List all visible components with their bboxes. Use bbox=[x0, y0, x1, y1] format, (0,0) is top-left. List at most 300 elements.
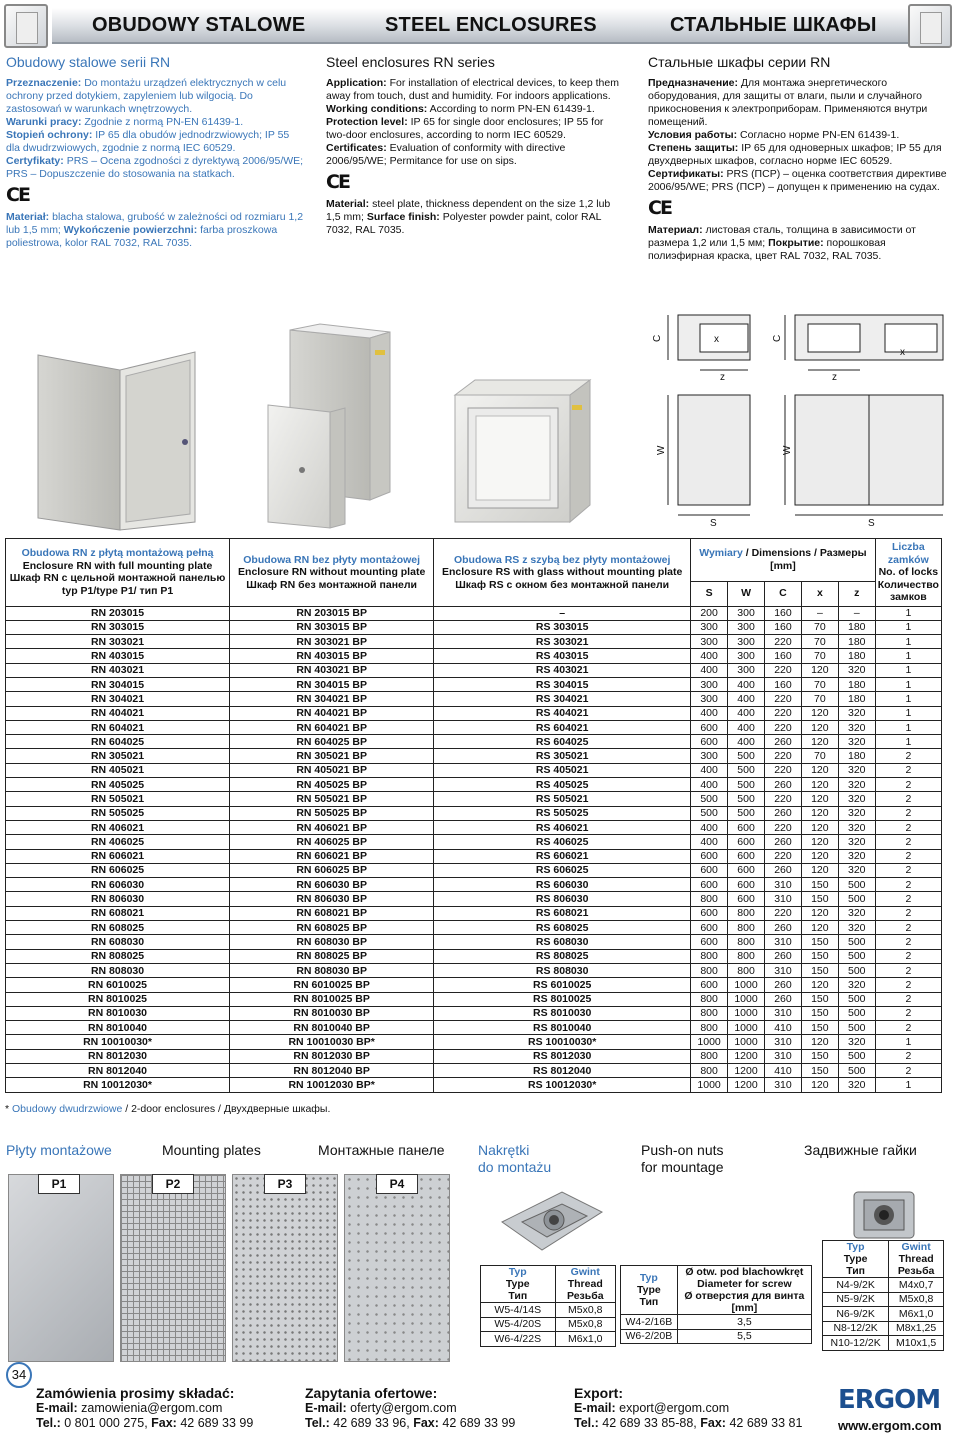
table-cell: 150 bbox=[801, 1064, 838, 1078]
table-cell: 400 bbox=[728, 735, 765, 749]
label: Certificates: bbox=[326, 142, 387, 154]
label: Условия работы: bbox=[648, 129, 738, 141]
table-cell: N10-12/2K bbox=[823, 1336, 889, 1351]
table-cell: RS 305021 bbox=[434, 749, 691, 763]
table-cell: 120 bbox=[801, 820, 838, 834]
table-cell: RN 608030 BP bbox=[230, 935, 434, 949]
table-cell: 400 bbox=[691, 763, 728, 777]
table-cell: RN 305021 BP bbox=[230, 749, 434, 763]
svg-text:x: x bbox=[714, 334, 719, 345]
table-cell: 5,5 bbox=[677, 1329, 811, 1344]
table-cell: 220 bbox=[765, 692, 802, 706]
text: PRS – Ocena zgodności z dyrektywą 2006/95/WE; PRS – Dopuszczenie do stosowania na statkach. bbox=[6, 155, 304, 180]
svg-text:C: C bbox=[652, 334, 663, 342]
table-cell: 320 bbox=[838, 863, 875, 877]
table-cell: 2 bbox=[875, 1049, 941, 1063]
text: blacha stalowa, grubość w zależności od rozmiaru 1,2 lub 1,5 mm; bbox=[6, 211, 304, 236]
table-cell: 500 bbox=[728, 792, 765, 806]
table-row bbox=[6, 820, 942, 834]
table-cell: 220 bbox=[765, 720, 802, 734]
table-cell: 70 bbox=[801, 635, 838, 649]
table-row bbox=[6, 878, 942, 892]
table-cell: W6-2/20B bbox=[621, 1329, 678, 1344]
table-row bbox=[6, 963, 942, 977]
table-cell: 400 bbox=[691, 706, 728, 720]
table-cell: 220 bbox=[765, 663, 802, 677]
table-cell: 600 bbox=[691, 720, 728, 734]
text: Для монтажа энергетического оборудования, для защиты от влаги, пыли и случайного прикосновения к электроприборам. Применяются внутри помещений. bbox=[648, 77, 928, 128]
table-cell: RN 304021 bbox=[6, 692, 230, 706]
mounting-plate-p2 bbox=[120, 1174, 226, 1362]
table-cell: 410 bbox=[765, 1064, 802, 1078]
table-cell: 220 bbox=[765, 849, 802, 863]
label: Сертификаты: bbox=[648, 168, 724, 180]
dim-w: W bbox=[728, 581, 765, 606]
table-cell: 400 bbox=[691, 778, 728, 792]
table-cell: W4-2/16B bbox=[621, 1315, 678, 1330]
table-cell: 320 bbox=[838, 763, 875, 777]
table-cell: N6-9/2K bbox=[823, 1307, 889, 1322]
table-cell: RN 8010030 bbox=[6, 1006, 230, 1020]
table-cell: RN 6010025 BP bbox=[230, 978, 434, 992]
table-cell: 500 bbox=[728, 806, 765, 820]
table-cell: RS 604021 bbox=[434, 720, 691, 734]
table-cell: RS 606025 bbox=[434, 863, 691, 877]
table-cell: 2 bbox=[875, 949, 941, 963]
table-row bbox=[6, 892, 942, 906]
table-cell: RN 8010025 bbox=[6, 992, 230, 1006]
table-cell: 1 bbox=[875, 706, 941, 720]
table-cell: 500 bbox=[728, 749, 765, 763]
text: steel plate, thickness dependent on the size 1,2 lub 1,5 mm; bbox=[326, 198, 611, 223]
table-cell: 150 bbox=[801, 878, 838, 892]
product-photos-and-diagrams bbox=[0, 300, 960, 540]
col-header-rn-full: Obudowa RN z płytą montażową pełną Enclosure RN with full mounting plate Шкаф RN с цельной монтажной панелью typ P1/type P1/ тип P1 bbox=[6, 539, 230, 607]
table-cell: RN 806030 bbox=[6, 892, 230, 906]
table-cell: 500 bbox=[838, 1021, 875, 1035]
table-cell: 120 bbox=[801, 1035, 838, 1049]
table-cell: RN 604025 bbox=[6, 735, 230, 749]
table-cell: 1 bbox=[875, 692, 941, 706]
table-cell: 2 bbox=[875, 749, 941, 763]
plates-title-ru: Монтажные панеле bbox=[318, 1142, 445, 1158]
table-cell: 1000 bbox=[691, 1035, 728, 1049]
table-cell: 800 bbox=[691, 992, 728, 1006]
table-cell: 200 bbox=[691, 606, 728, 620]
table-cell: 1 bbox=[875, 649, 941, 663]
table-cell: 500 bbox=[728, 778, 765, 792]
table-cell: RN 606030 bbox=[6, 878, 230, 892]
label: Working conditions: bbox=[326, 103, 428, 115]
table-cell: 2 bbox=[875, 820, 941, 834]
table-row bbox=[621, 1329, 812, 1344]
intro-en bbox=[326, 56, 626, 237]
table-cell: RN 406021 BP bbox=[230, 820, 434, 834]
table-cell: RS 608025 bbox=[434, 921, 691, 935]
col-header-type: Typ Type Тип bbox=[481, 1266, 556, 1303]
label: Warunki pracy: bbox=[6, 116, 82, 128]
ce-mark-icon: CE bbox=[326, 170, 349, 193]
table-cell: 180 bbox=[838, 749, 875, 763]
table-row bbox=[6, 778, 942, 792]
label: Przeznaczenie: bbox=[6, 77, 82, 89]
table-cell: 300 bbox=[728, 635, 765, 649]
table-row bbox=[6, 792, 942, 806]
table-cell: M6x1,0 bbox=[555, 1332, 616, 1347]
table-cell: 180 bbox=[838, 677, 875, 691]
label: Stopień ochrony: bbox=[6, 129, 93, 141]
table-row bbox=[823, 1307, 944, 1322]
table-row bbox=[823, 1321, 944, 1336]
enclosure-icon bbox=[4, 4, 48, 48]
table-cell: 800 bbox=[728, 935, 765, 949]
table-cell: 2 bbox=[875, 1064, 941, 1078]
table-cell: RS 608030 bbox=[434, 935, 691, 949]
table-cell: RS 505021 bbox=[434, 792, 691, 806]
table-cell: 310 bbox=[765, 892, 802, 906]
table-cell: 180 bbox=[838, 649, 875, 663]
col-header-rs: Obudowa RS z szybą bez płyty montażowej Enclosure RS with glass without mounting plate Шкаф RS с окном без монтажной панели bbox=[434, 539, 691, 607]
table-cell: 120 bbox=[801, 863, 838, 877]
table-cell: RN 505025 BP bbox=[230, 806, 434, 820]
table-cell: RN 8012030 bbox=[6, 1049, 230, 1063]
table-cell: RN 608025 bbox=[6, 921, 230, 935]
push-on-nut-table bbox=[480, 1265, 616, 1347]
table-cell: 220 bbox=[765, 635, 802, 649]
label: Материал: bbox=[648, 224, 703, 236]
plate-label: P3 bbox=[264, 1174, 306, 1194]
table-row bbox=[6, 620, 942, 634]
table-cell: RS 606021 bbox=[434, 849, 691, 863]
table-cell: RS 406025 bbox=[434, 835, 691, 849]
table-cell: 400 bbox=[691, 820, 728, 834]
table-cell: 500 bbox=[838, 935, 875, 949]
table-row bbox=[6, 749, 942, 763]
text: For installation of electrical devices, to keep them away from touch, dust and humidity. For indoors applications. bbox=[326, 77, 619, 102]
text: IP 65 for single door enclosures; IP 55 for two-door enclosures, according to norm IEC 60529. bbox=[326, 116, 604, 141]
table-cell: 160 bbox=[765, 606, 802, 620]
plate-label: P1 bbox=[38, 1174, 80, 1194]
cage-nut-table bbox=[822, 1240, 944, 1351]
table-cell: RS 303015 bbox=[434, 620, 691, 634]
table-cell: 300 bbox=[728, 649, 765, 663]
table-row bbox=[621, 1315, 812, 1330]
table-cell: RN 305021 bbox=[6, 749, 230, 763]
table-cell: 320 bbox=[838, 978, 875, 992]
ergom-logo: ERGOM bbox=[838, 1385, 941, 1415]
table-cell: 180 bbox=[838, 620, 875, 634]
table-cell: 500 bbox=[838, 1064, 875, 1078]
table-cell: RN 8010040 BP bbox=[230, 1021, 434, 1035]
table-cell: RN 8010040 bbox=[6, 1021, 230, 1035]
table-cell: 220 bbox=[765, 820, 802, 834]
table-cell: 120 bbox=[801, 778, 838, 792]
table-cell: M4x0,7 bbox=[889, 1278, 944, 1293]
table-cell: 120 bbox=[801, 835, 838, 849]
svg-text:S: S bbox=[710, 518, 717, 529]
table-row bbox=[823, 1278, 944, 1293]
table-cell: RN 405025 bbox=[6, 778, 230, 792]
table-cell: 160 bbox=[765, 649, 802, 663]
table-cell: 310 bbox=[765, 878, 802, 892]
text: листовая сталь, толщина в зависимости от размера 1,2 или 1,5 мм; bbox=[648, 224, 916, 249]
col-header-diameter: Ø otw. pod blachowkręt Diameter for screw Ø отверстия для винта [mm] bbox=[677, 1266, 811, 1315]
table-cell: RN 10010030* bbox=[6, 1035, 230, 1049]
plate-label: P2 bbox=[152, 1174, 194, 1194]
table-cell: M8x1,25 bbox=[889, 1321, 944, 1336]
table-cell: M10x1,5 bbox=[889, 1336, 944, 1351]
table-cell: 310 bbox=[765, 1078, 802, 1092]
table-cell: 500 bbox=[838, 1049, 875, 1063]
svg-text:z: z bbox=[832, 372, 837, 383]
table-cell: RN 604025 BP bbox=[230, 735, 434, 749]
table-cell: RS 808030 bbox=[434, 963, 691, 977]
table-cell: 120 bbox=[801, 849, 838, 863]
table-cell: 2 bbox=[875, 978, 941, 992]
table-cell: 320 bbox=[838, 806, 875, 820]
svg-text:W: W bbox=[782, 445, 793, 455]
table-cell: 800 bbox=[691, 963, 728, 977]
table-row bbox=[6, 692, 942, 706]
table-cell: RS 304015 bbox=[434, 677, 691, 691]
closed-cabinets-photo bbox=[268, 324, 390, 528]
table-cell: N8-12/2K bbox=[823, 1321, 889, 1336]
table-cell: 150 bbox=[801, 992, 838, 1006]
table-cell: 2 bbox=[875, 849, 941, 863]
table-cell: 2 bbox=[875, 992, 941, 1006]
table-cell: 1000 bbox=[728, 978, 765, 992]
text: порошковая полиэфирная краска, цвет RAL 7032, RAL 7035. bbox=[648, 237, 886, 262]
table-cell: 1000 bbox=[728, 1006, 765, 1020]
table-cell: 120 bbox=[801, 706, 838, 720]
table-cell: 150 bbox=[801, 935, 838, 949]
table-cell: 500 bbox=[691, 806, 728, 820]
text: IP 65 для одноверных шкафов; IP 55 для двухдверных шкафов, согласно норме IEC 60529. bbox=[648, 142, 942, 167]
enclosure-icon bbox=[908, 4, 952, 48]
nuts-title-ru: Задвижные гайки bbox=[804, 1142, 917, 1158]
table-cell: 320 bbox=[838, 849, 875, 863]
table-cell: 320 bbox=[838, 1035, 875, 1049]
table-cell: 600 bbox=[691, 735, 728, 749]
page-header bbox=[0, 0, 960, 52]
table-cell: 2 bbox=[875, 1021, 941, 1035]
table-cell: 300 bbox=[691, 620, 728, 634]
table-cell: – bbox=[801, 606, 838, 620]
table-cell: 1 bbox=[875, 606, 941, 620]
table-cell: RS 606030 bbox=[434, 878, 691, 892]
table-cell: 600 bbox=[691, 863, 728, 877]
table-cell: RN 403021 bbox=[6, 663, 230, 677]
table-cell: W5-4/14S bbox=[481, 1303, 556, 1318]
table-cell: RS 8012030 bbox=[434, 1049, 691, 1063]
table-cell: 800 bbox=[691, 1021, 728, 1035]
table-cell: RN 604021 bbox=[6, 720, 230, 734]
table-cell: 600 bbox=[728, 835, 765, 849]
text: Evaluation of conformity with directive 2006/95/WE; Permitance for use on sips. bbox=[326, 142, 566, 167]
table-cell: RN 203015 bbox=[6, 606, 230, 620]
table-cell: RN 606021 BP bbox=[230, 849, 434, 863]
table-cell: 300 bbox=[691, 749, 728, 763]
table-cell: 320 bbox=[838, 921, 875, 935]
table-cell: 70 bbox=[801, 692, 838, 706]
table-cell: 310 bbox=[765, 1049, 802, 1063]
table-row bbox=[823, 1336, 944, 1351]
table-cell: RN 608025 BP bbox=[230, 921, 434, 935]
table-cell: RS 404021 bbox=[434, 706, 691, 720]
label: Surface finish: bbox=[366, 211, 440, 223]
table-cell: 2 bbox=[875, 921, 941, 935]
footer-export: Export: E-mail: export@ergom.com Tel.: 42 689 33 85-88, Fax: 42 689 33 81 bbox=[574, 1385, 803, 1430]
window-cabinet-photo bbox=[455, 380, 590, 522]
table-row bbox=[6, 849, 942, 863]
table-cell: 600 bbox=[728, 878, 765, 892]
table-row bbox=[6, 649, 942, 663]
table-row bbox=[6, 606, 942, 620]
label: Materiał: bbox=[6, 211, 50, 223]
table-cell: 1200 bbox=[728, 1064, 765, 1078]
table-cell: RN 304015 bbox=[6, 677, 230, 691]
table-row bbox=[6, 1021, 942, 1035]
table-row bbox=[6, 1078, 942, 1092]
table-cell: 800 bbox=[691, 1049, 728, 1063]
label: Wykończenie powierzchni: bbox=[63, 224, 198, 236]
table-cell: 310 bbox=[765, 1035, 802, 1049]
table-cell: RN 303021 BP bbox=[230, 635, 434, 649]
table-cell: 500 bbox=[838, 949, 875, 963]
svg-text:x: x bbox=[900, 347, 905, 358]
dim-z: z bbox=[838, 581, 875, 606]
table-cell: RN 403015 BP bbox=[230, 649, 434, 663]
table-cell: RN 10012030 BP* bbox=[230, 1078, 434, 1092]
table-cell: 120 bbox=[801, 663, 838, 677]
table-row bbox=[481, 1317, 616, 1332]
table-cell: M6x1,0 bbox=[889, 1307, 944, 1322]
table-cell: 2 bbox=[875, 963, 941, 977]
text: IP 65 dla obudów jednodrzwiowych; IP 55 dla dwudrzwiowych, zgodnie z normą IEC 60529. bbox=[6, 129, 290, 154]
label: Степень защиты: bbox=[648, 142, 739, 154]
table-row bbox=[6, 835, 942, 849]
table-cell: RS 403015 bbox=[434, 649, 691, 663]
mounting-plate-p4 bbox=[344, 1174, 450, 1362]
table-cell: 180 bbox=[838, 635, 875, 649]
table-cell: 260 bbox=[765, 835, 802, 849]
mounting-plate-p3 bbox=[232, 1174, 338, 1362]
table-cell: RN 403021 BP bbox=[230, 663, 434, 677]
table-cell: RN 608030 bbox=[6, 935, 230, 949]
table-cell: 500 bbox=[838, 963, 875, 977]
col-header-thread: Gwint Thread Резьба bbox=[555, 1266, 616, 1303]
svg-text:S: S bbox=[868, 518, 875, 529]
svg-text:W: W bbox=[656, 445, 667, 455]
table-cell: 310 bbox=[765, 935, 802, 949]
table-cell: 1200 bbox=[728, 1078, 765, 1092]
table-row bbox=[6, 949, 942, 963]
label: Material: bbox=[326, 198, 370, 210]
table-cell: 320 bbox=[838, 835, 875, 849]
table-cell: 150 bbox=[801, 949, 838, 963]
dim-c: C bbox=[765, 581, 802, 606]
table-cell: 300 bbox=[728, 663, 765, 677]
table-row bbox=[481, 1303, 616, 1318]
svg-text:z: z bbox=[720, 372, 725, 383]
table-cell: 500 bbox=[728, 763, 765, 777]
table-cell: 600 bbox=[691, 935, 728, 949]
table-cell: 600 bbox=[691, 878, 728, 892]
table-cell: 220 bbox=[765, 706, 802, 720]
table-cell: 1 bbox=[875, 735, 941, 749]
table-cell: 500 bbox=[838, 1006, 875, 1020]
table-cell: RS 6010025 bbox=[434, 978, 691, 992]
table-cell: 260 bbox=[765, 978, 802, 992]
table-row bbox=[6, 635, 942, 649]
table-cell: RN 404021 BP bbox=[230, 706, 434, 720]
table-cell: 2 bbox=[875, 892, 941, 906]
table-cell: RN 8012040 BP bbox=[230, 1064, 434, 1078]
table-cell: RN 808025 bbox=[6, 949, 230, 963]
table-row bbox=[6, 677, 942, 691]
table-cell: 300 bbox=[691, 677, 728, 691]
nuts-title-en: Push-on nuts for mountage bbox=[641, 1142, 724, 1175]
table-cell: RN 303015 bbox=[6, 620, 230, 634]
table-cell: 150 bbox=[801, 1021, 838, 1035]
dim-s: S bbox=[691, 581, 728, 606]
table-row bbox=[6, 663, 942, 677]
table-row bbox=[481, 1332, 616, 1347]
table-cell: RN 10012030* bbox=[6, 1078, 230, 1092]
table-cell: 400 bbox=[691, 663, 728, 677]
plate-label: P4 bbox=[376, 1174, 418, 1194]
table-cell: RN 606025 bbox=[6, 863, 230, 877]
label: Certyfikaty: bbox=[6, 155, 64, 167]
table-cell: 220 bbox=[765, 906, 802, 920]
table-cell: 1000 bbox=[691, 1078, 728, 1092]
table-row bbox=[6, 706, 942, 720]
mounting-plate-p1 bbox=[8, 1174, 114, 1362]
table-row bbox=[6, 935, 942, 949]
table-cell: RS 303021 bbox=[434, 635, 691, 649]
table-cell: 600 bbox=[691, 978, 728, 992]
table-cell: 300 bbox=[728, 620, 765, 634]
table-cell: 320 bbox=[838, 663, 875, 677]
table-cell: RN 808030 BP bbox=[230, 963, 434, 977]
table-cell: 410 bbox=[765, 1021, 802, 1035]
table-cell: 2 bbox=[875, 806, 941, 820]
table-cell: 500 bbox=[691, 792, 728, 806]
table-cell: N4-9/2K bbox=[823, 1278, 889, 1293]
table-cell: 600 bbox=[728, 892, 765, 906]
dimension-diagram-double-door bbox=[785, 315, 943, 515]
open-cabinet-photo bbox=[38, 352, 195, 530]
table-cell: W5-4/20S bbox=[481, 1317, 556, 1332]
table-cell: 320 bbox=[838, 820, 875, 834]
col-header-dimensions: Wymiary / Dimensions / Размеры [mm] bbox=[691, 539, 876, 582]
table-cell: RN 203015 BP bbox=[230, 606, 434, 620]
table-cell: 2 bbox=[875, 763, 941, 777]
table-row bbox=[6, 1035, 942, 1049]
table-cell: 180 bbox=[838, 692, 875, 706]
intro-ru-title: Стальные шкафы серии RN bbox=[648, 54, 831, 70]
table-cell: 120 bbox=[801, 978, 838, 992]
table-cell: RN 606025 BP bbox=[230, 863, 434, 877]
table-cell: RS 8012040 bbox=[434, 1064, 691, 1078]
table-cell: RN 406021 bbox=[6, 820, 230, 834]
table-row bbox=[6, 1049, 942, 1063]
website-link[interactable]: www.ergom.com bbox=[838, 1418, 942, 1433]
enclosure-specs-table bbox=[5, 538, 942, 1093]
svg-text:C: C bbox=[772, 334, 783, 342]
footer-orders: Zamówienia prosimy składać: E-mail: zamowienia@ergom.com Tel.: 0 801 000 275, Fax: 42 689 33 99 bbox=[36, 1385, 254, 1430]
table-cell: 260 bbox=[765, 949, 802, 963]
